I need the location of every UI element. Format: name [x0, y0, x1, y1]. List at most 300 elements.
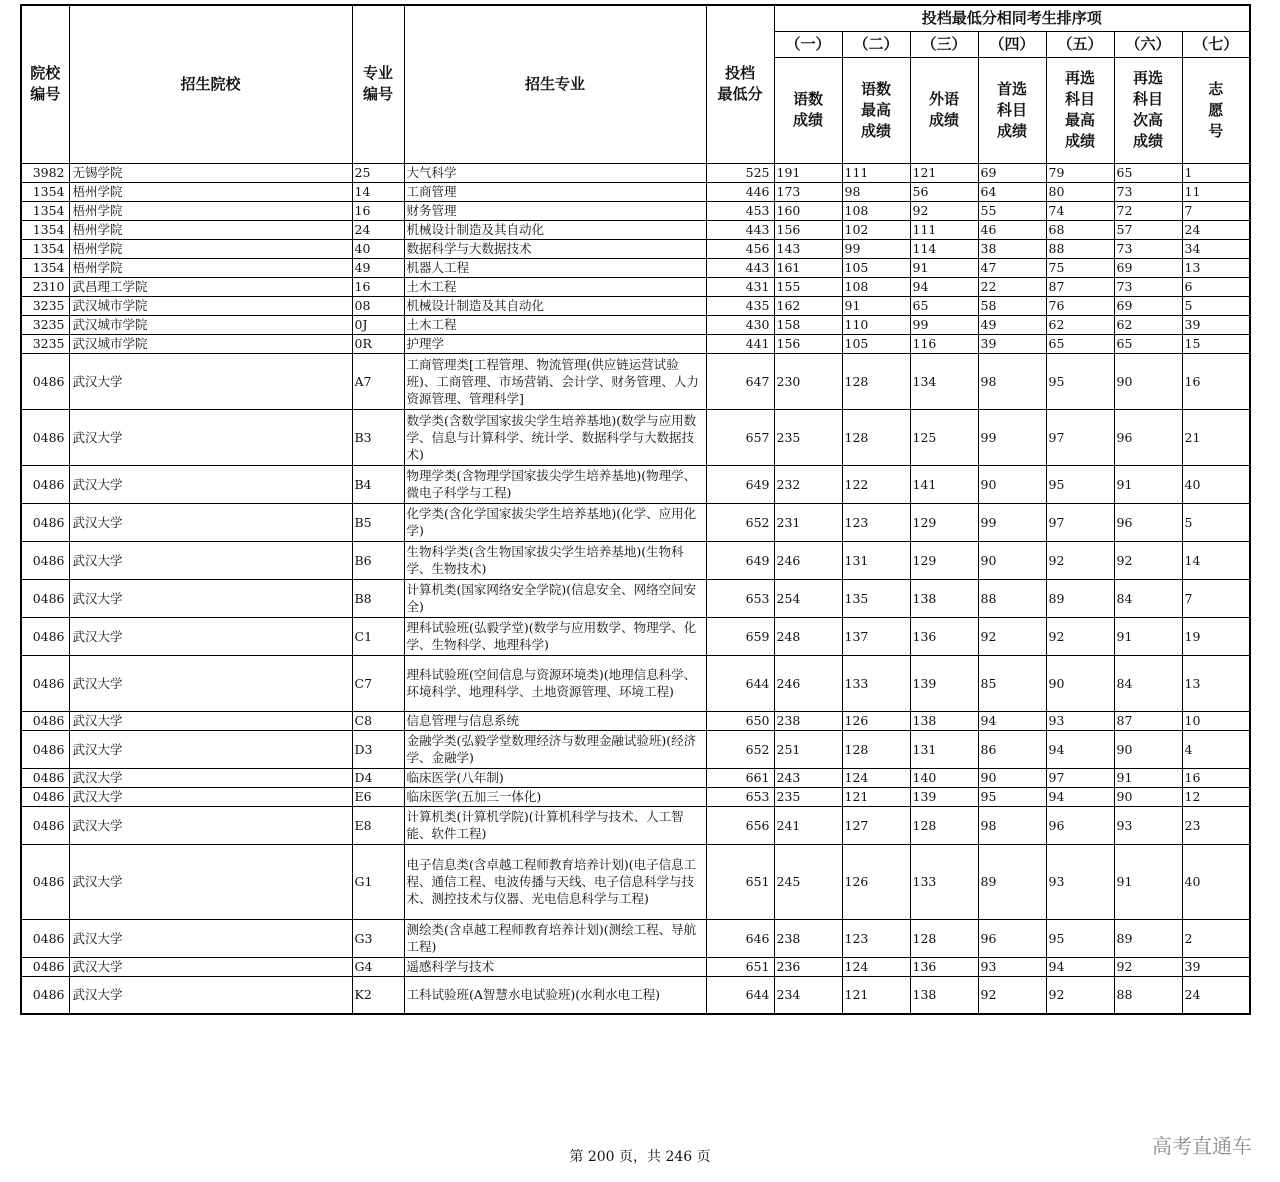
cell-score-5: 97 — [1046, 768, 1114, 787]
cell-score-5: 76 — [1046, 296, 1114, 315]
cell-school-code: 3235 — [21, 296, 69, 315]
cell-score-2: 128 — [842, 730, 910, 768]
cell-major-name: 财务管理 — [404, 201, 706, 220]
cell-score-7: 5 — [1182, 296, 1250, 315]
header-order-4: （四） — [978, 31, 1046, 57]
cell-min-score: 652 — [706, 730, 774, 768]
cell-min-score: 443 — [706, 220, 774, 239]
cell-major-code: A7 — [352, 353, 404, 409]
cell-min-score: 653 — [706, 787, 774, 806]
cell-score-3: 92 — [910, 201, 978, 220]
cell-score-1: 246 — [774, 655, 842, 711]
cell-school-code: 1354 — [21, 182, 69, 201]
cell-score-3: 136 — [910, 957, 978, 976]
cell-score-2: 127 — [842, 806, 910, 844]
cell-score-1: 158 — [774, 315, 842, 334]
cell-score-1: 234 — [774, 976, 842, 1014]
cell-school-name: 武汉大学 — [69, 579, 352, 617]
cell-score-6: 96 — [1114, 503, 1182, 541]
cell-min-score: 661 — [706, 768, 774, 787]
cell-school-name: 武汉大学 — [69, 730, 352, 768]
cell-school-code: 1354 — [21, 258, 69, 277]
cell-school-name: 武汉大学 — [69, 768, 352, 787]
cell-score-5: 80 — [1046, 182, 1114, 201]
cell-major-code: B5 — [352, 503, 404, 541]
cell-major-code: 25 — [352, 163, 404, 182]
cell-score-2: 133 — [842, 655, 910, 711]
cell-score-6: 89 — [1114, 919, 1182, 957]
cell-score-5: 94 — [1046, 787, 1114, 806]
cell-score-2: 123 — [842, 919, 910, 957]
cell-score-6: 73 — [1114, 277, 1182, 296]
cell-score-2: 128 — [842, 409, 910, 465]
cell-score-1: 248 — [774, 617, 842, 655]
cell-major-code: B3 — [352, 409, 404, 465]
cell-score-5: 94 — [1046, 957, 1114, 976]
cell-score-4: 58 — [978, 296, 1046, 315]
header-sort-7: 志 愿 号 — [1182, 57, 1250, 163]
cell-school-name: 武汉大学 — [69, 711, 352, 730]
cell-score-2: 108 — [842, 201, 910, 220]
header-order-6: （六） — [1114, 31, 1182, 57]
cell-score-5: 92 — [1046, 617, 1114, 655]
table-row — [21, 957, 1250, 976]
cell-min-score: 656 — [706, 806, 774, 844]
cell-score-3: 139 — [910, 787, 978, 806]
cell-school-code: 0486 — [21, 465, 69, 503]
cell-school-code: 0486 — [21, 541, 69, 579]
watermark-text: 高考直通车 — [1152, 1134, 1252, 1158]
cell-score-1: 246 — [774, 541, 842, 579]
cell-school-name: 武汉城市学院 — [69, 296, 352, 315]
cell-school-name: 武汉大学 — [69, 957, 352, 976]
cell-score-1: 231 — [774, 503, 842, 541]
cell-min-score: 644 — [706, 976, 774, 1014]
cell-score-5: 92 — [1046, 976, 1114, 1014]
cell-score-7: 24 — [1182, 976, 1250, 1014]
cell-school-name: 梧州学院 — [69, 182, 352, 201]
table-row — [21, 465, 1250, 503]
cell-score-6: 72 — [1114, 201, 1182, 220]
cell-major-code: 14 — [352, 182, 404, 201]
cell-score-7: 12 — [1182, 787, 1250, 806]
cell-major-code: 49 — [352, 258, 404, 277]
cell-score-5: 95 — [1046, 465, 1114, 503]
cell-score-3: 133 — [910, 844, 978, 919]
cell-score-1: 162 — [774, 296, 842, 315]
cell-score-1: 238 — [774, 919, 842, 957]
cell-score-5: 88 — [1046, 239, 1114, 258]
cell-score-7: 13 — [1182, 258, 1250, 277]
cell-score-5: 97 — [1046, 503, 1114, 541]
cell-score-2: 110 — [842, 315, 910, 334]
cell-score-1: 236 — [774, 957, 842, 976]
cell-major-name: 工商管理类[工程管理、物流管理(供应链运营试验班)、工商管理、市场营销、会计学、财务管理、人力资源管理、管理科学] — [404, 353, 706, 409]
cell-min-score: 659 — [706, 617, 774, 655]
header-order-7: （七） — [1182, 31, 1250, 57]
table-row — [21, 277, 1250, 296]
header-order-1: （一） — [774, 31, 842, 57]
cell-score-3: 99 — [910, 315, 978, 334]
cell-min-score: 456 — [706, 239, 774, 258]
cell-school-code: 1354 — [21, 201, 69, 220]
cell-school-name: 武汉大学 — [69, 806, 352, 844]
header-major-code: 专业 编号 — [352, 5, 404, 163]
cell-score-1: 254 — [774, 579, 842, 617]
cell-score-4: 90 — [978, 541, 1046, 579]
cell-score-1: 251 — [774, 730, 842, 768]
cell-major-name: 临床医学(八年制) — [404, 768, 706, 787]
cell-score-5: 74 — [1046, 201, 1114, 220]
cell-score-1: 238 — [774, 711, 842, 730]
cell-major-name: 遥感科学与技术 — [404, 957, 706, 976]
cell-score-4: 98 — [978, 806, 1046, 844]
cell-major-code: C8 — [352, 711, 404, 730]
header-sort-2: 语数 最高 成绩 — [842, 57, 910, 163]
cell-score-7: 6 — [1182, 277, 1250, 296]
cell-score-5: 79 — [1046, 163, 1114, 182]
cell-major-code: E8 — [352, 806, 404, 844]
cell-score-2: 121 — [842, 787, 910, 806]
cell-major-name: 测绘类(含卓越工程师教育培养计划)(测绘工程、导航工程) — [404, 919, 706, 957]
cell-major-name: 计算机类(计算机学院)(计算机科学与技术、人工智能、软件工程) — [404, 806, 706, 844]
cell-major-code: 0J — [352, 315, 404, 334]
cell-school-code: 0486 — [21, 806, 69, 844]
cell-school-name: 武汉大学 — [69, 465, 352, 503]
cell-score-4: 90 — [978, 768, 1046, 787]
cell-score-7: 13 — [1182, 655, 1250, 711]
cell-score-6: 92 — [1114, 541, 1182, 579]
cell-school-name: 梧州学院 — [69, 239, 352, 258]
table-row — [21, 730, 1250, 768]
cell-score-3: 111 — [910, 220, 978, 239]
cell-major-code: G4 — [352, 957, 404, 976]
header-order-3: （三） — [910, 31, 978, 57]
cell-score-6: 57 — [1114, 220, 1182, 239]
cell-major-code: C1 — [352, 617, 404, 655]
cell-score-3: 114 — [910, 239, 978, 258]
cell-score-2: 122 — [842, 465, 910, 503]
cell-score-6: 84 — [1114, 579, 1182, 617]
cell-score-7: 24 — [1182, 220, 1250, 239]
cell-score-3: 138 — [910, 579, 978, 617]
cell-score-3: 56 — [910, 182, 978, 201]
cell-school-name: 梧州学院 — [69, 201, 352, 220]
cell-score-4: 22 — [978, 277, 1046, 296]
page-number: 第 200 页，共 246 页 — [569, 1149, 711, 1165]
cell-score-4: 86 — [978, 730, 1046, 768]
table-row — [21, 503, 1250, 541]
cell-school-code: 0486 — [21, 768, 69, 787]
cell-score-6: 73 — [1114, 239, 1182, 258]
cell-score-4: 55 — [978, 201, 1046, 220]
table-row — [21, 711, 1250, 730]
cell-score-7: 40 — [1182, 844, 1250, 919]
cell-major-code: K2 — [352, 976, 404, 1014]
cell-min-score: 649 — [706, 465, 774, 503]
cell-school-code: 1354 — [21, 220, 69, 239]
cell-score-1: 232 — [774, 465, 842, 503]
cell-score-5: 93 — [1046, 844, 1114, 919]
cell-score-3: 134 — [910, 353, 978, 409]
cell-school-code: 0486 — [21, 919, 69, 957]
cell-score-3: 141 — [910, 465, 978, 503]
table-row — [21, 201, 1250, 220]
cell-school-code: 0486 — [21, 957, 69, 976]
cell-score-7: 7 — [1182, 579, 1250, 617]
cell-score-3: 116 — [910, 334, 978, 353]
cell-score-2: 121 — [842, 976, 910, 1014]
header-order-2: （二） — [842, 31, 910, 57]
cell-major-code: 16 — [352, 277, 404, 296]
header-school-name: 招生院校 — [69, 5, 352, 163]
cell-score-1: 156 — [774, 220, 842, 239]
cell-major-code: D3 — [352, 730, 404, 768]
cell-school-code: 0486 — [21, 844, 69, 919]
cell-score-7: 21 — [1182, 409, 1250, 465]
cell-score-2: 135 — [842, 579, 910, 617]
cell-score-2: 111 — [842, 163, 910, 182]
cell-score-6: 91 — [1114, 768, 1182, 787]
cell-score-7: 39 — [1182, 957, 1250, 976]
cell-major-code: 08 — [352, 296, 404, 315]
cell-score-4: 93 — [978, 957, 1046, 976]
cell-major-name: 大气科学 — [404, 163, 706, 182]
cell-major-name: 工商管理 — [404, 182, 706, 201]
cell-score-5: 65 — [1046, 334, 1114, 353]
cell-score-7: 39 — [1182, 315, 1250, 334]
cell-school-name: 武汉大学 — [69, 976, 352, 1014]
cell-score-6: 96 — [1114, 409, 1182, 465]
header-sort-1: 语数 成绩 — [774, 57, 842, 163]
table-row — [21, 768, 1250, 787]
cell-major-code: 24 — [352, 220, 404, 239]
table-row — [21, 617, 1250, 655]
cell-score-3: 129 — [910, 541, 978, 579]
cell-score-6: 69 — [1114, 296, 1182, 315]
table-row — [21, 409, 1250, 465]
cell-min-score: 651 — [706, 844, 774, 919]
cell-score-4: 98 — [978, 353, 1046, 409]
cell-score-6: 88 — [1114, 976, 1182, 1014]
cell-school-name: 武昌理工学院 — [69, 277, 352, 296]
cell-score-2: 123 — [842, 503, 910, 541]
cell-score-6: 73 — [1114, 182, 1182, 201]
cell-score-5: 87 — [1046, 277, 1114, 296]
cell-score-4: 96 — [978, 919, 1046, 957]
cell-school-code: 0486 — [21, 617, 69, 655]
header-row-top — [21, 5, 1250, 31]
cell-major-name: 生物科学类(含生物国家拔尖学生培养基地)(生物科学、生物技术) — [404, 541, 706, 579]
cell-score-4: 99 — [978, 409, 1046, 465]
cell-score-3: 129 — [910, 503, 978, 541]
cell-min-score: 446 — [706, 182, 774, 201]
cell-score-4: 85 — [978, 655, 1046, 711]
cell-score-2: 128 — [842, 353, 910, 409]
cell-major-name: 土木工程 — [404, 277, 706, 296]
cell-school-name: 武汉城市学院 — [69, 334, 352, 353]
cell-major-name: 护理学 — [404, 334, 706, 353]
cell-score-6: 65 — [1114, 334, 1182, 353]
cell-major-name: 计算机类(国家网络安全学院)(信息安全、网络空间安全) — [404, 579, 706, 617]
cell-score-2: 131 — [842, 541, 910, 579]
cell-score-7: 14 — [1182, 541, 1250, 579]
table-row — [21, 976, 1250, 1014]
header-school-code: 院校 编号 — [21, 5, 69, 163]
cell-school-name: 梧州学院 — [69, 220, 352, 239]
cell-score-3: 65 — [910, 296, 978, 315]
cell-major-code: E6 — [352, 787, 404, 806]
cell-score-3: 136 — [910, 617, 978, 655]
cell-score-3: 94 — [910, 277, 978, 296]
cell-major-name: 金融学类(弘毅学堂数理经济与数理金融试验班)(经济学、金融学) — [404, 730, 706, 768]
cell-school-name: 武汉大学 — [69, 655, 352, 711]
cell-school-name: 梧州学院 — [69, 258, 352, 277]
cell-score-6: 90 — [1114, 730, 1182, 768]
table-row — [21, 220, 1250, 239]
cell-score-7: 4 — [1182, 730, 1250, 768]
cell-major-code: G1 — [352, 844, 404, 919]
cell-score-3: 138 — [910, 976, 978, 1014]
cell-score-4: 90 — [978, 465, 1046, 503]
cell-min-score: 430 — [706, 315, 774, 334]
cell-score-1: 230 — [774, 353, 842, 409]
cell-score-2: 91 — [842, 296, 910, 315]
cell-score-5: 62 — [1046, 315, 1114, 334]
cell-score-4: 69 — [978, 163, 1046, 182]
cell-score-5: 93 — [1046, 711, 1114, 730]
cell-school-name: 武汉大学 — [69, 617, 352, 655]
table-row — [21, 579, 1250, 617]
cell-major-name: 理科试验班(空间信息与资源环境类)(地理信息科学、环境科学、地理科学、土地资源管理、环境工程) — [404, 655, 706, 711]
cell-score-6: 93 — [1114, 806, 1182, 844]
cell-score-7: 7 — [1182, 201, 1250, 220]
cell-score-2: 137 — [842, 617, 910, 655]
cell-score-6: 62 — [1114, 315, 1182, 334]
cell-min-score: 650 — [706, 711, 774, 730]
cell-score-7: 34 — [1182, 239, 1250, 258]
cell-major-name: 电子信息类(含卓越工程师教育培养计划)(电子信息工程、通信工程、电波传播与天线、电子信息科学与技术、测控技术与仪器、光电信息科学与工程) — [404, 844, 706, 919]
cell-score-1: 241 — [774, 806, 842, 844]
cell-school-code: 3235 — [21, 315, 69, 334]
cell-score-7: 11 — [1182, 182, 1250, 201]
cell-score-4: 99 — [978, 503, 1046, 541]
cell-major-name: 土木工程 — [404, 315, 706, 334]
cell-score-1: 235 — [774, 409, 842, 465]
cell-school-code: 2310 — [21, 277, 69, 296]
cell-score-5: 90 — [1046, 655, 1114, 711]
table-row — [21, 919, 1250, 957]
cell-score-1: 160 — [774, 201, 842, 220]
cell-score-2: 102 — [842, 220, 910, 239]
cell-score-5: 95 — [1046, 353, 1114, 409]
cell-school-code: 3982 — [21, 163, 69, 182]
cell-score-1: 155 — [774, 277, 842, 296]
cell-score-2: 126 — [842, 711, 910, 730]
cell-score-6: 69 — [1114, 258, 1182, 277]
cell-score-6: 84 — [1114, 655, 1182, 711]
cell-major-code: B4 — [352, 465, 404, 503]
table-row — [21, 787, 1250, 806]
cell-min-score: 644 — [706, 655, 774, 711]
cell-school-name: 武汉大学 — [69, 787, 352, 806]
admission-score-table — [20, 4, 1251, 1015]
cell-score-1: 173 — [774, 182, 842, 201]
table-row — [21, 315, 1250, 334]
cell-score-4: 64 — [978, 182, 1046, 201]
cell-school-code: 0486 — [21, 730, 69, 768]
table-row — [21, 806, 1250, 844]
cell-score-5: 68 — [1046, 220, 1114, 239]
cell-major-code: B6 — [352, 541, 404, 579]
cell-score-1: 161 — [774, 258, 842, 277]
cell-school-code: 0486 — [21, 787, 69, 806]
cell-score-3: 128 — [910, 919, 978, 957]
cell-score-7: 40 — [1182, 465, 1250, 503]
table-row — [21, 239, 1250, 258]
cell-score-6: 87 — [1114, 711, 1182, 730]
cell-score-4: 92 — [978, 976, 1046, 1014]
cell-major-name: 物理学类(含物理学国家拔尖学生培养基地)(物理学、微电子科学与工程) — [404, 465, 706, 503]
header-sort-4: 首选 科目 成绩 — [978, 57, 1046, 163]
cell-score-6: 91 — [1114, 465, 1182, 503]
cell-score-1: 235 — [774, 787, 842, 806]
cell-school-name: 无锡学院 — [69, 163, 352, 182]
cell-major-code: D4 — [352, 768, 404, 787]
cell-major-name: 数据科学与大数据技术 — [404, 239, 706, 258]
header-tiebreak-group: 投档最低分相同考生排序项 — [774, 5, 1250, 31]
table-row — [21, 541, 1250, 579]
cell-school-code: 1354 — [21, 239, 69, 258]
cell-score-4: 92 — [978, 617, 1046, 655]
cell-min-score: 653 — [706, 579, 774, 617]
cell-score-5: 96 — [1046, 806, 1114, 844]
cell-score-7: 1 — [1182, 163, 1250, 182]
cell-score-3: 91 — [910, 258, 978, 277]
header-sort-6: 再选 科目 次高 成绩 — [1114, 57, 1182, 163]
cell-score-4: 49 — [978, 315, 1046, 334]
cell-major-code: C7 — [352, 655, 404, 711]
cell-score-6: 90 — [1114, 787, 1182, 806]
cell-score-3: 140 — [910, 768, 978, 787]
cell-score-6: 91 — [1114, 617, 1182, 655]
cell-major-name: 机械设计制造及其自动化 — [404, 296, 706, 315]
header-sort-3: 外语 成绩 — [910, 57, 978, 163]
cell-major-name: 数学类(含数学国家拔尖学生培养基地)(数学与应用数学、信息与计算科学、统计学、数据科学与大数据技术) — [404, 409, 706, 465]
cell-min-score: 431 — [706, 277, 774, 296]
cell-school-name: 武汉大学 — [69, 353, 352, 409]
cell-major-name: 机械设计制造及其自动化 — [404, 220, 706, 239]
cell-score-2: 108 — [842, 277, 910, 296]
cell-major-name: 理科试验班(弘毅学堂)(数学与应用数学、物理学、化学、生物科学、地理科学) — [404, 617, 706, 655]
cell-min-score: 651 — [706, 957, 774, 976]
cell-score-3: 131 — [910, 730, 978, 768]
cell-school-code: 3235 — [21, 334, 69, 353]
cell-school-name: 武汉大学 — [69, 409, 352, 465]
cell-major-name: 机器人工程 — [404, 258, 706, 277]
cell-score-5: 97 — [1046, 409, 1114, 465]
cell-score-1: 245 — [774, 844, 842, 919]
cell-score-7: 15 — [1182, 334, 1250, 353]
table-row — [21, 182, 1250, 201]
cell-score-6: 90 — [1114, 353, 1182, 409]
header-sort-5: 再选 科目 最高 成绩 — [1046, 57, 1114, 163]
cell-min-score: 525 — [706, 163, 774, 182]
header-order-5: （五） — [1046, 31, 1114, 57]
cell-score-4: 46 — [978, 220, 1046, 239]
cell-score-7: 2 — [1182, 919, 1250, 957]
cell-score-4: 89 — [978, 844, 1046, 919]
